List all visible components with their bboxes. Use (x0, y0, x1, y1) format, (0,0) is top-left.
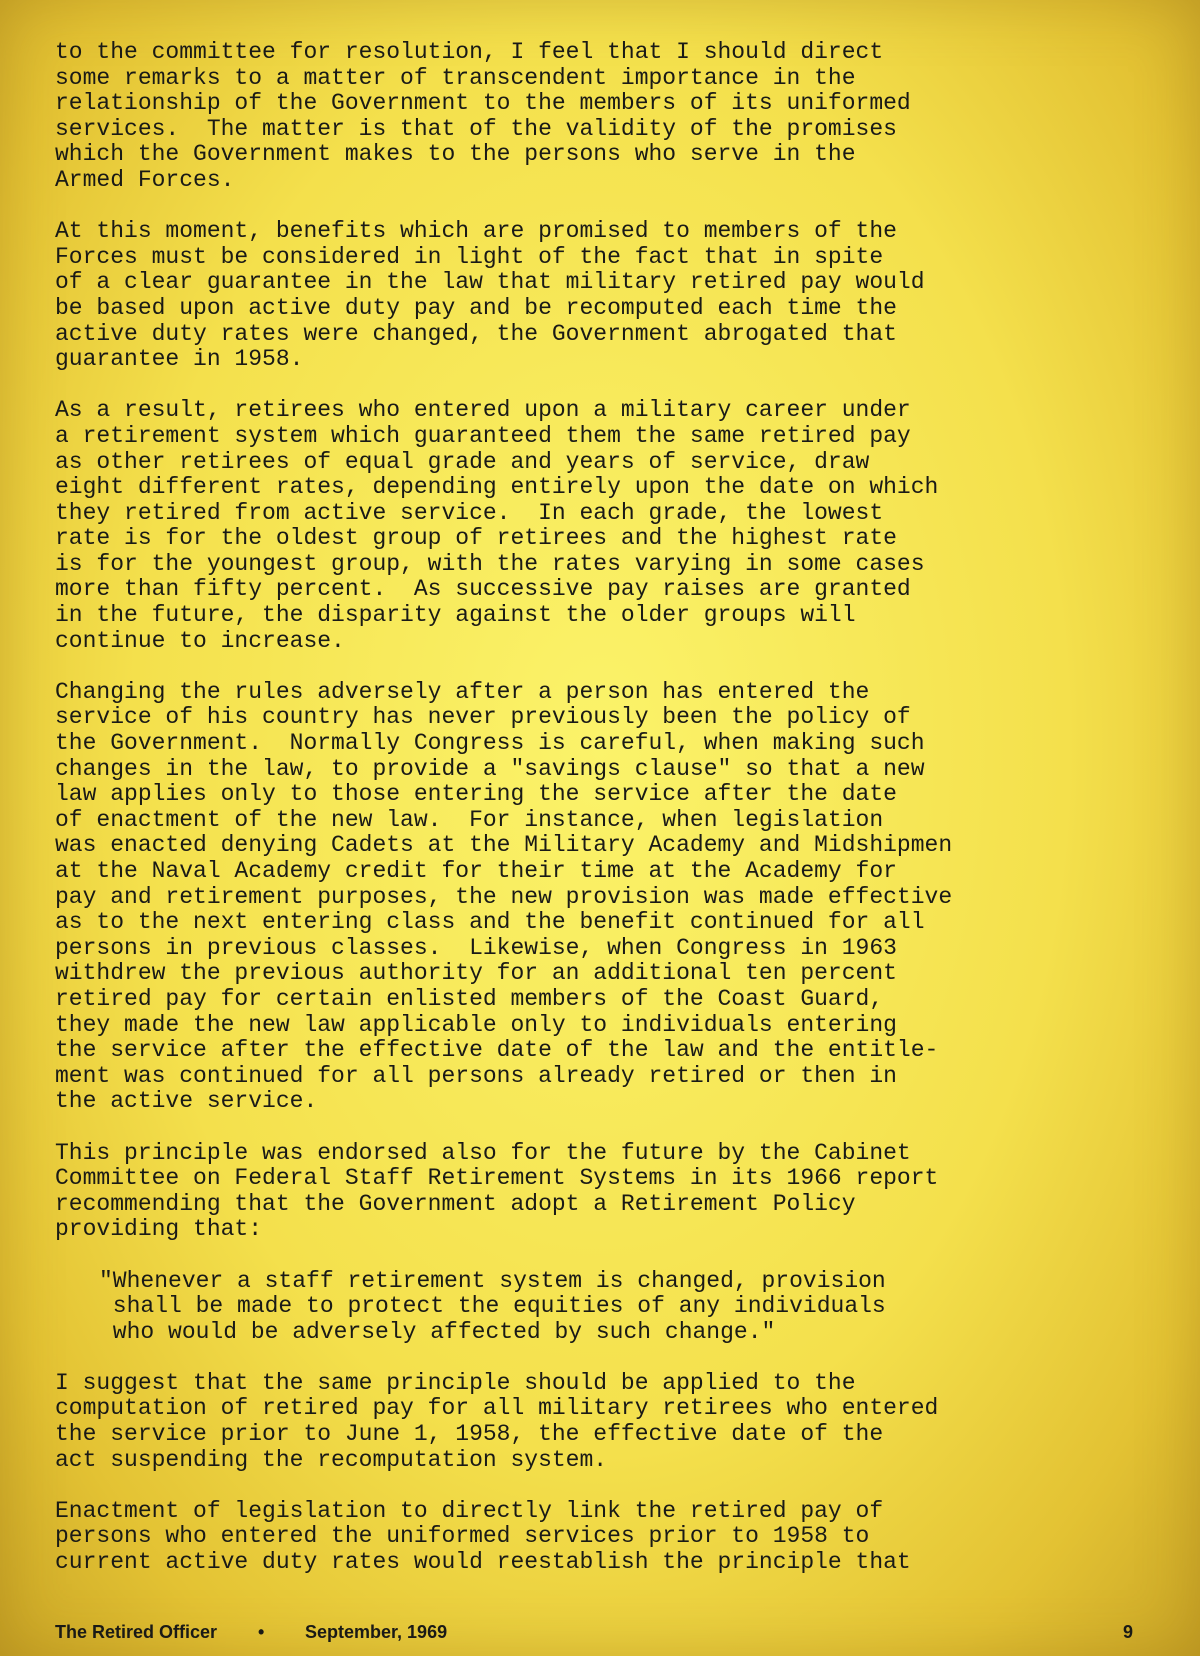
block-quote: "Whenever a staff retirement system is changed, provision shall be made to protect the equities of any individuals who would be adversely affected by such change." (99, 1267, 886, 1345)
page-footer (55, 1622, 1133, 1646)
page-number: 9 (1122, 1622, 1133, 1642)
paragraph: to the committee for resolution, I feel that I should direct some remarks to a matter of transcendent importance in the relationship of the Government to the members of its uniformed services. The matter is that of the validity of the promises which the Government makes to the persons who serve in the Armed Forces. (55, 39, 911, 193)
issue-date: September, 1969 (305, 1622, 448, 1642)
paragraph: Enactment of legislation to directly link the retired pay of persons who entered the uniformed services prior to 1958 to current active duty rates would reestablish the principle that (55, 1497, 911, 1576)
paragraph: As a result, retirees who entered upon a military career under a retirement system which guaranteed them the same retired pay as other retirees of equal grade and years of service, draw eight different rates, depending entirely upon the date on which they retired from active service. In each grade, the lowest rate is for the oldest group of retirees and the highest rate is for the youngest group, with the rates varying in some cases more than fifty percent. As successive pay raises are granted in the future, the disparity against the older groups will continue to increase. (55, 397, 939, 654)
footer-separator: • (258, 1622, 265, 1642)
paragraph: I suggest that the same principle should be applied to the computation of retired pay for all military retirees who entered the service prior to June 1, 1958, the effective date of the act suspending the recomputation system. (55, 1369, 939, 1473)
article-body (55, 40, 1165, 1601)
paragraph: At this moment, benefits which are promised to members of the Forces must be considered in light of the fact that in spite of a clear guarantee in the law that military retired pay would be based upon active duty pay and be recomputed each time the active duty rates were changed, the Government abrogated that guarantee in 1958. (55, 218, 925, 373)
paragraph: Changing the rules adversely after a person has entered the service of his country has never previously been the policy of the Government. Normally Congress is careful, when making such changes in the law, to provide a "savings clause" so that a new law applies only to those entering the service after the date of enactment of the new law. For instance, when legislation was enacted denying Cadets at the Military Academy and Midshipmen at the Naval Academy credit for their time at the Academy for pay and retirement purposes, the new provision was made effective as to the next entering class and the benefit continued for all persons in previous classes. Likewise, when Congress in 1963 withdrew the previous authority for an additional ten percent retired pay for certain enlisted members of the Coast Guard, they made the new law applicable only to individuals entering the service after the effective date of the law and the entitle- ment was continued for all persons already retired or then in the active service. (55, 678, 953, 1115)
publication-name: The Retired Officer (55, 1622, 218, 1642)
paragraph: This principle was endorsed also for the future by the Cabinet Committee on Federal Staff Retirement Systems in its 1966 report recommending that the Government adopt a Retirement Policy providing that: (55, 1139, 939, 1243)
